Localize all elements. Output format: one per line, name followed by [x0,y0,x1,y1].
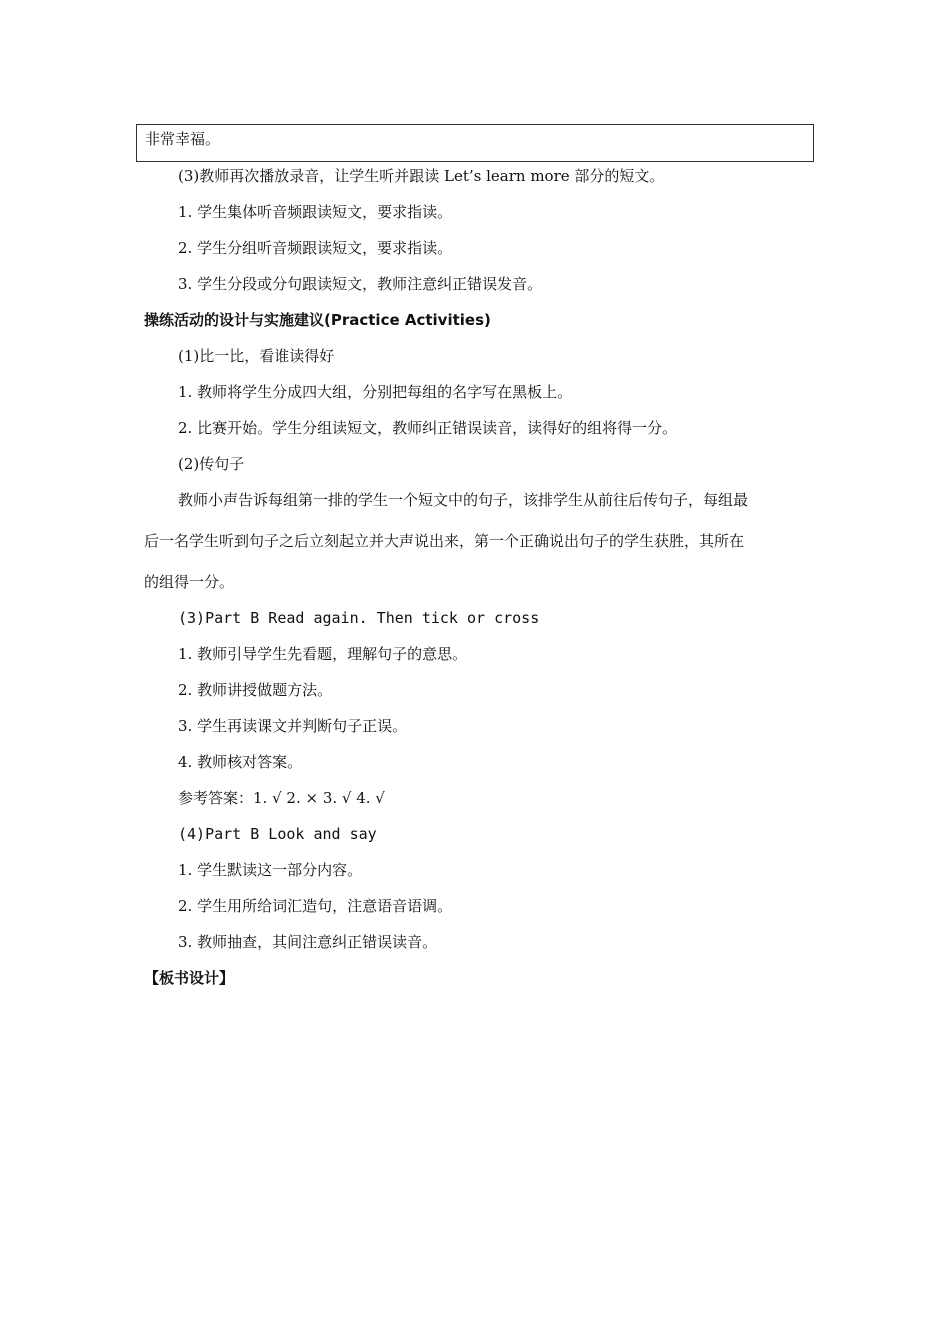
paragraph-line: 后一名学生听到句子之后立刻起立并大声说出来，第一个正确说出句子的学生获胜，其所在 [144,532,745,550]
activity-3-title: (3)Part B Read again. Then tick or cross [178,609,540,627]
answer-key: 参考答案：1. √ 2. × 3. √ 4. √ [178,789,385,807]
activity-1-title: (1)比一比，看谁读得好 [178,347,335,365]
section-heading-board-design: 【板书设计】 [144,969,235,987]
list-item: 3. 学生再读课文并判断句子正误。 [178,717,408,735]
activity-2-title: (2)传句子 [178,455,245,473]
paragraph-line: 教师小声告诉每组第一排的学生一个短文中的句子，该排学生从前往后传句子，每组最 [178,491,749,509]
list-item: 2. 比赛开始。学生分组读短文，教师纠正错误读音，读得好的组将得一分。 [178,419,678,437]
step-3-replay: (3)教师再次播放录音，让学生听并跟读 Let’s learn more 部分的短文。 [178,167,665,185]
list-item: 2. 学生用所给词汇造句，注意语音语调。 [178,897,453,915]
list-item: 2. 教师讲授做题方法。 [178,681,333,699]
list-item: 2. 学生分组听音频跟读短文，要求指读。 [178,239,453,257]
list-item: 1. 教师将学生分成四大组，分别把每组的名字写在黑板上。 [178,383,573,401]
list-item: 3. 学生分段或分句跟读短文，教师注意纠正错误发音。 [178,275,543,293]
continuation-box [136,124,814,162]
paragraph-line: 的组得一分。 [144,573,235,591]
list-item: 3. 教师抽查，其间注意纠正错误读音。 [178,933,438,951]
list-item: 1. 学生默读这一部分内容。 [178,861,363,879]
list-item: 1. 教师引导学生先看题，理解句子的意思。 [178,645,468,663]
list-item: 1. 学生集体听音频跟读短文，要求指读。 [178,203,453,221]
list-item: 4. 教师核对答案。 [178,753,303,771]
section-heading-practice: 操练活动的设计与实施建议(Practice Activities) [144,311,491,329]
box-text: 非常幸福。 [145,130,221,148]
activity-4-title: (4)Part B Look and say [178,825,377,843]
